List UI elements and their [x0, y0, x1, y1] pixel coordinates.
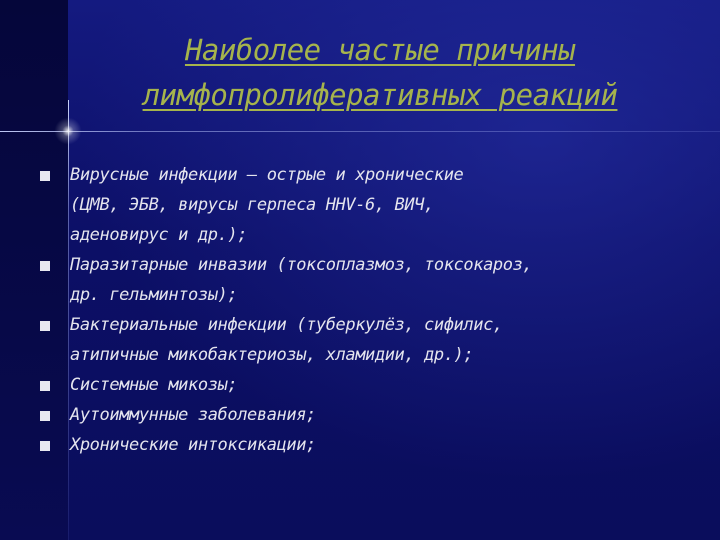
square-bullet-icon — [40, 321, 50, 331]
bullet-list — [40, 160, 700, 460]
square-bullet-icon — [40, 441, 50, 451]
square-bullet-icon — [40, 261, 50, 271]
bullet-text-line: (ЦМВ, ЭБВ, вирусы герпеса HHV-6, ВИЧ, — [70, 195, 434, 215]
square-bullet-icon — [40, 171, 50, 181]
bullet-text-line: Хронические интоксикации; — [70, 435, 316, 455]
bullet-text-line: Вирусные инфекции – острые и хронические — [70, 165, 464, 185]
bullet-text-line: Бактериальные инфекции (туберкулёз, сифилис, — [70, 315, 503, 335]
square-bullet-icon — [40, 411, 50, 421]
decor-horizontal-line — [0, 131, 720, 132]
title-line-1: Наиболее частые причины — [184, 33, 576, 67]
bullet-item-bacterial — [40, 310, 700, 370]
decor-sparkle-icon — [52, 115, 84, 147]
square-bullet-icon — [40, 381, 50, 391]
bullet-text-line: Паразитарные инвазии (токсоплазмоз, токсокароз, — [70, 255, 533, 275]
bullet-item-parasitic — [40, 250, 700, 310]
bullet-text-line: др. гельминтозы); — [70, 285, 238, 305]
bullet-item-viral — [40, 160, 700, 250]
bullet-item-autoimmune — [40, 400, 700, 430]
bullet-item-intoxications — [40, 430, 700, 460]
bullet-item-mycoses — [40, 370, 700, 400]
slide-title — [60, 28, 700, 118]
title-line-2: лимфопролиферативных реакций — [142, 78, 618, 112]
bullet-text-line: Аутоиммунные заболевания; — [70, 405, 316, 425]
bullet-text-line: аденовирус и др.); — [70, 225, 248, 245]
bullet-text-line: Системные микозы; — [70, 375, 238, 395]
bullet-text-line: атипичные микобактериозы, хламидии, др.); — [70, 345, 474, 365]
